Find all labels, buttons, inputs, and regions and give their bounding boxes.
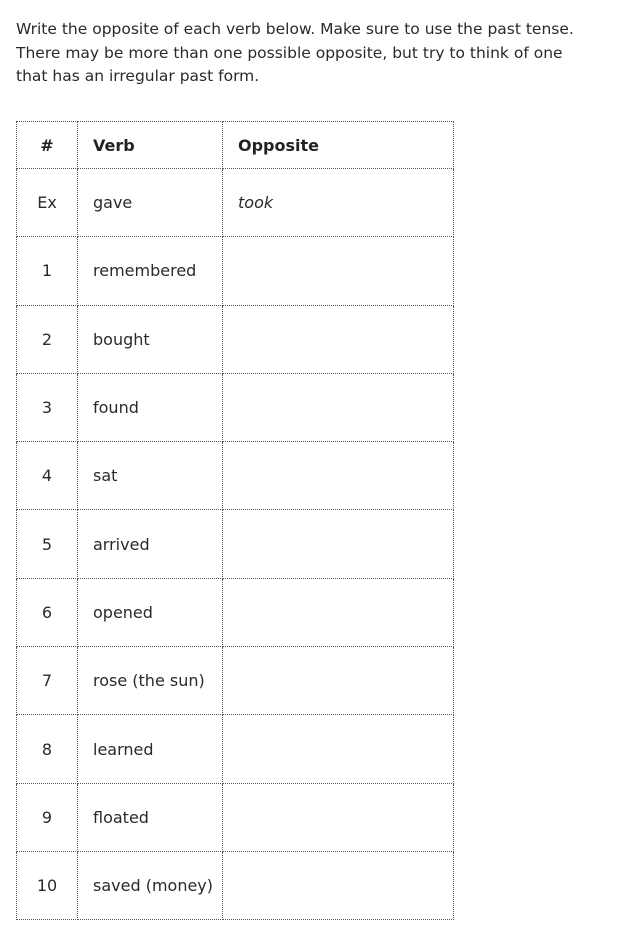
instructions-line-2: There may be more than one possible opposite, but try to think of one	[16, 43, 563, 62]
instructions-line-1: Write the opposite of each verb below. Make sure to use the past tense.	[16, 20, 574, 38]
table-row	[17, 715, 454, 783]
row-opposite[interactable]	[223, 305, 454, 373]
table-row	[17, 647, 454, 715]
row-number: 6	[17, 578, 78, 646]
table-row	[17, 373, 454, 441]
row-number: 10	[17, 851, 78, 919]
row-number: 7	[17, 647, 78, 715]
table-row	[17, 442, 454, 510]
row-verb: gave	[78, 169, 223, 237]
table-row	[17, 305, 454, 373]
row-number: Ex	[17, 169, 78, 237]
row-verb: found	[78, 373, 223, 441]
row-verb: floated	[78, 783, 223, 851]
row-opposite[interactable]	[223, 851, 454, 919]
table-row	[17, 237, 454, 305]
row-opposite[interactable]	[223, 442, 454, 510]
number-column-header: #	[17, 122, 78, 169]
row-opposite[interactable]	[223, 237, 454, 305]
row-verb: saved (money)	[78, 851, 223, 919]
row-opposite[interactable]	[223, 715, 454, 783]
row-verb: remembered	[78, 237, 223, 305]
row-verb: rose (the sun)	[78, 647, 223, 715]
table-row	[17, 510, 454, 578]
row-verb: bought	[78, 305, 223, 373]
row-verb: opened	[78, 578, 223, 646]
row-verb: learned	[78, 715, 223, 783]
row-number: 1	[17, 237, 78, 305]
row-opposite[interactable]	[223, 373, 454, 441]
row-verb: sat	[78, 442, 223, 510]
row-opposite[interactable]	[223, 510, 454, 578]
row-opposite[interactable]	[223, 578, 454, 646]
row-verb: arrived	[78, 510, 223, 578]
table-row	[17, 578, 454, 646]
opposite-column-header: Opposite	[223, 122, 454, 169]
table-row	[17, 783, 454, 851]
verb-opposites-table	[16, 121, 454, 920]
row-number: 3	[17, 373, 78, 441]
verb-column-header: Verb	[78, 122, 223, 169]
table-row-example	[17, 169, 454, 237]
table-header-row	[17, 122, 454, 169]
instructions	[16, 18, 616, 89]
row-opposite[interactable]	[223, 647, 454, 715]
row-number: 8	[17, 715, 78, 783]
row-opposite: took	[223, 169, 454, 237]
row-number: 9	[17, 783, 78, 851]
instructions-line-3: that has an irregular past form.	[16, 67, 260, 85]
row-number: 2	[17, 305, 78, 373]
row-number: 4	[17, 442, 78, 510]
table-row	[17, 851, 454, 919]
row-number: 5	[17, 510, 78, 578]
row-opposite[interactable]	[223, 783, 454, 851]
